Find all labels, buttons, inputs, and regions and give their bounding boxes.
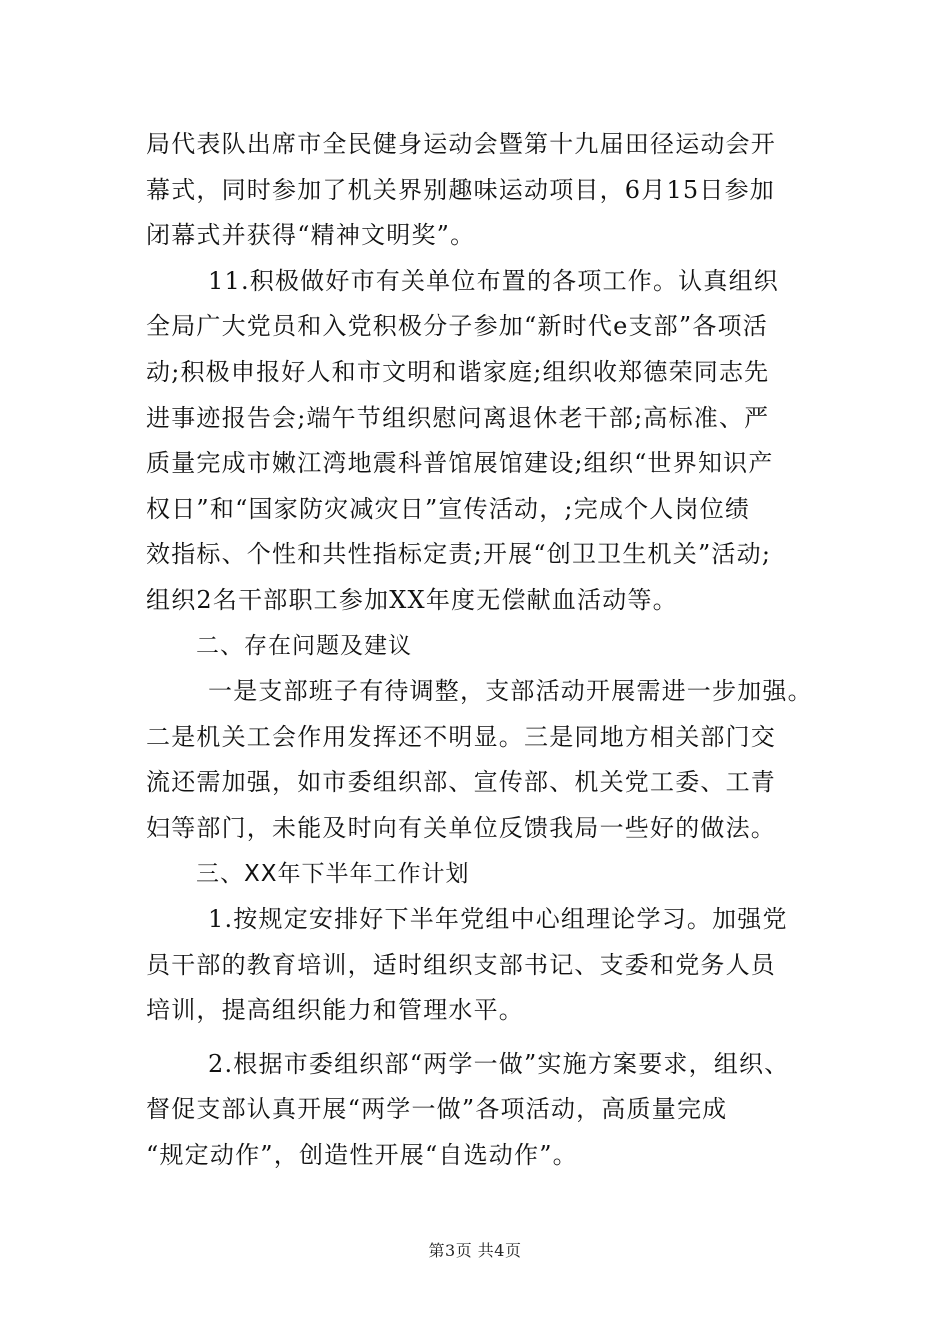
body-line: 组织2名干部职工参加XX年度无偿献血活动等。 [146, 585, 678, 614]
body-line: “规定动作”，创造性开展“自选动作”。 [146, 1141, 578, 1170]
body-line: 效指标、个性和共性指标定责;开展“创卫卫生机关”活动; [146, 540, 772, 569]
paragraph-gap [146, 1034, 826, 1042]
body-line: 培训，提高组织能力和管理水平。 [146, 996, 524, 1025]
body-line: 权日”和“国家防灾减灾日”宣传活动，;完成个人岗位绩 [146, 494, 751, 523]
section-heading-plan: 三、XX年下半年工作计划 [196, 860, 470, 887]
body-line: 二是机关工会作用发挥还不明显。三是同地方相关部门交 [146, 722, 776, 751]
body-line: 督促支部认真开展“两学一做”各项活动，高质量完成 [146, 1095, 728, 1124]
body-line: 员干部的教育培训，适时组织支部书记、支委和党务人员 [146, 950, 776, 979]
body-line: 局代表队出席市全民健身运动会暨第十九届田径运动会开 [146, 130, 776, 158]
paragraph-start-line: 11.积极做好市有关单位布置的各项工作。认真组织 [208, 266, 779, 295]
body-line: 流还需加强，如市委组织部、宣传部、机关党工委、工青 [146, 768, 776, 797]
section-heading-issues: 二、存在问题及建议 [196, 632, 412, 659]
paragraph-start-line: 2.根据市委组织部“两学一做”实施方案要求，组织、 [208, 1049, 790, 1078]
document-body [146, 122, 826, 1179]
body-line: 全局广大党员和入党积极分子参加“新时代e支部”各项活 [146, 312, 768, 341]
body-line: 质量完成市嫩江湾地震科普馆展馆建设;组织“世界知识产 [146, 449, 774, 478]
body-line: 闭幕式并获得“精神文明奖”。 [146, 221, 476, 250]
body-line: 幕式，同时参加了机关界别趣味运动项目，6月15日参加 [146, 175, 776, 204]
paragraph-start-line: 1.按规定安排好下半年党组中心组理论学习。加强党 [208, 905, 788, 934]
body-line: 进事迹报告会;端午节组织慰问离退休老干部;高标准、严 [146, 403, 770, 432]
paragraph-start-line: 一是支部班子有待调整，支部活动开展需进一步加强。 [208, 677, 813, 706]
body-line: 妇等部门，未能及时向有关单位反馈我局一些好的做法。 [146, 813, 776, 842]
page-number-footer: 第3页 共4页 [428, 1241, 522, 1260]
body-line: 动;积极申报好人和市文明和谐家庭;组织收郑德荣同志先 [146, 357, 770, 386]
